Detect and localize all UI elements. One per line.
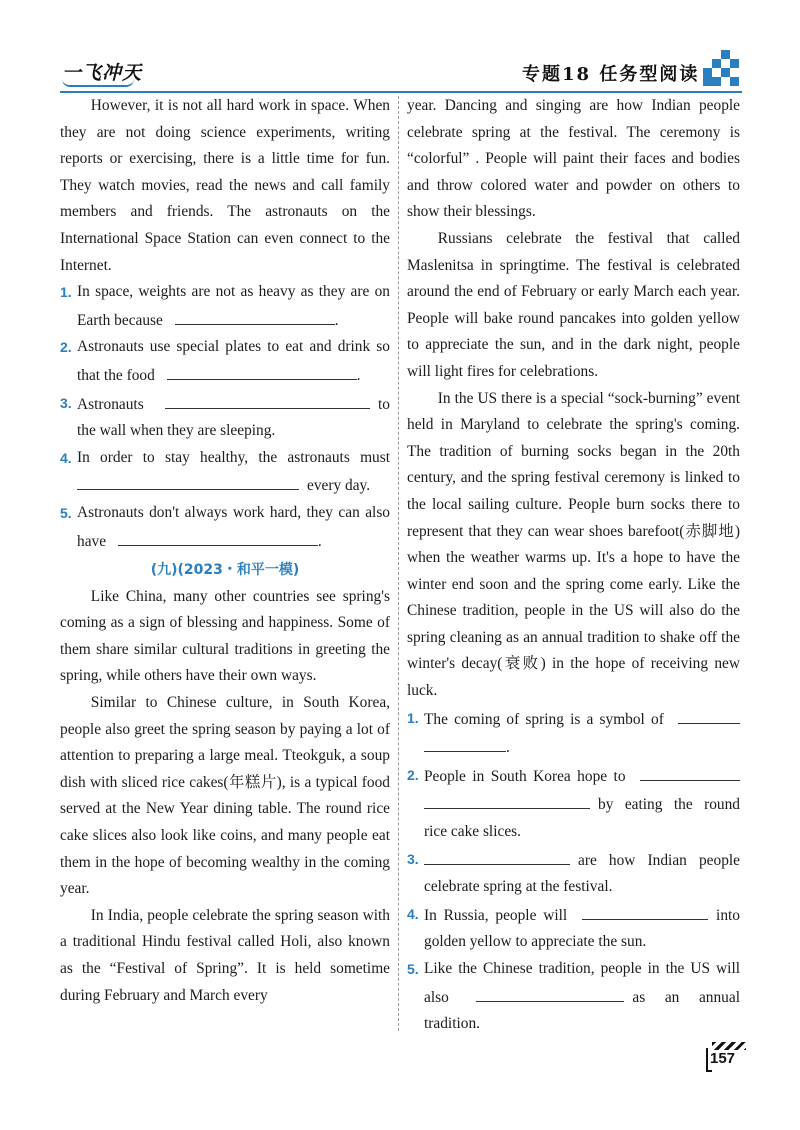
question-text: In Russia, people will	[424, 906, 568, 924]
question-item	[60, 390, 390, 445]
section-title: (九)(2023・和平一模)	[150, 562, 300, 579]
passage-paragraph: Similar to Chinese culture, in South Korea, people also greet the spring season by paying a lot of attention to preparing a large meal. Tteokguk, a soup dish with sliced rice cakes(年糕片), is a typical food served at the New Year dining table. The round rice cake slices also look like coins, and many people eat them in the hope of becoming wealthy in the coming year.	[60, 694, 390, 898]
passage-paragraph: Like China, many other countries see spring's coming as a sign of blessing and happiness. Some of them share similar cultural traditions in greeting the spring, while others have their own ways.	[60, 587, 390, 685]
passage-paragraph: Russians celebrate the festival that called Maslenitsa in springtime. The festival is celebrated around the end of February or early March each year. People will bake round pancakes into golden yellow to appreciate the sun, and in the dark night, people will light fires for celebrations.	[407, 229, 740, 380]
question-number: 5.	[60, 504, 72, 521]
question-item	[407, 901, 740, 956]
question-text-end: into golden yellow to appreciate the sun.	[424, 906, 740, 951]
question-text-end: as an annual tradition.	[424, 988, 740, 1033]
question-number: 5.	[407, 961, 419, 977]
question-text: Like the Chinese tradition, people in the US will also	[424, 960, 740, 1006]
question-item	[407, 956, 740, 1038]
passage-paragraph: In the US there is a special “sock-burning” event held in Maryland to celebrate the spring's coming. The tradition of burning socks began in the 20th century, and the spring festival ceremony is linked to the local sailing culture. People burn socks there to represent that they can wear shoes barefoot(赤脚地) when the weather warms up. It's a hope to have the winter end soon and the spring come early. Like the Chinese tradition, people in the US will also do the spring cleaning as an annual tradition to shake off the winter's decay(衰败) in the hope of receiving new luck.	[407, 389, 740, 700]
question-text-end: .	[356, 366, 361, 384]
brand-logo: 一飞冲天	[62, 62, 143, 84]
question-text-end: .	[506, 739, 510, 757]
question-number: 3.	[60, 394, 72, 411]
question-text: Astronauts don't always work hard, they can also have	[77, 503, 390, 550]
answer-blank[interactable]	[424, 733, 506, 752]
answer-blank[interactable]	[424, 846, 570, 865]
checker-decoration	[703, 50, 741, 88]
page-header	[0, 0, 800, 95]
answer-blank[interactable]	[476, 983, 624, 1002]
question-item	[60, 334, 390, 389]
question-text: In space, weights are not as heavy as they are on Earth because	[77, 283, 390, 329]
question-text-end: are how Indian people celebrate spring at the festival.	[424, 851, 740, 896]
answer-blank[interactable]	[424, 790, 590, 809]
question-text: Astronauts use special plates to eat and drink so that the food	[77, 338, 390, 384]
question-number: 1.	[407, 709, 419, 726]
question-number: 4.	[407, 905, 419, 922]
question-number: 2.	[407, 766, 419, 783]
column-divider	[398, 96, 399, 1031]
question-number: 3.	[407, 850, 419, 867]
question-text-end: .	[317, 532, 322, 550]
answer-blank[interactable]	[175, 306, 335, 325]
question-item	[60, 445, 390, 500]
passage-paragraph: year. Dancing and singing are how Indian people celebrate spring at the festival. The ceremony is “colorful” . People will paint their faces and bodies and throw colored water and powder on others to show their blessings.	[407, 97, 740, 221]
question-text-end: .	[334, 311, 339, 329]
question-text: Astronauts	[77, 395, 144, 413]
left-column	[60, 93, 390, 1009]
right-column	[407, 93, 740, 1038]
answer-blank[interactable]	[640, 762, 740, 781]
question-item	[60, 500, 390, 555]
answer-blank[interactable]	[678, 705, 740, 724]
page-number-stripes	[712, 1042, 746, 1050]
passage-paragraph: In India, people celebrate the spring season with a traditional Hindu festival called Holi, also known as the “Festival of Spring”. It is held sometime during February and March every	[60, 906, 390, 1004]
question-text: In order to stay healthy, the astronauts must	[77, 448, 390, 466]
question-item	[407, 762, 740, 846]
question-number: 2.	[60, 339, 72, 356]
question-text-end: to the wall when they are sleeping.	[77, 395, 390, 440]
question-item	[60, 279, 390, 334]
topic-title: 专题18 任务型阅读	[522, 64, 700, 85]
page-number: 157	[710, 1050, 736, 1067]
answer-blank[interactable]	[165, 390, 370, 409]
question-number: 4.	[60, 449, 72, 466]
question-text: The coming of spring is a symbol of	[424, 710, 664, 728]
question-text: People in South Korea hope to	[424, 767, 626, 785]
answer-blank[interactable]	[167, 361, 357, 380]
question-number: 1.	[60, 284, 72, 301]
answer-blank[interactable]	[77, 471, 299, 490]
passage-paragraph: However, it is not all hard work in space. When they are not doing science experiments, writing reports or exercising, there is a little time for fun. They watch movies, read the news and call family members and friends. The astronauts on the International Space Station can even connect to the Internet.	[60, 97, 390, 274]
question-text-end: every day.	[307, 477, 371, 495]
answer-blank[interactable]	[118, 527, 318, 546]
question-item	[407, 846, 740, 901]
question-text-end: by eating the round rice cake slices.	[424, 796, 740, 841]
question-item	[407, 705, 740, 762]
brand-swoosh	[62, 79, 134, 87]
page-number-badge	[706, 1042, 746, 1070]
answer-blank[interactable]	[582, 901, 708, 920]
